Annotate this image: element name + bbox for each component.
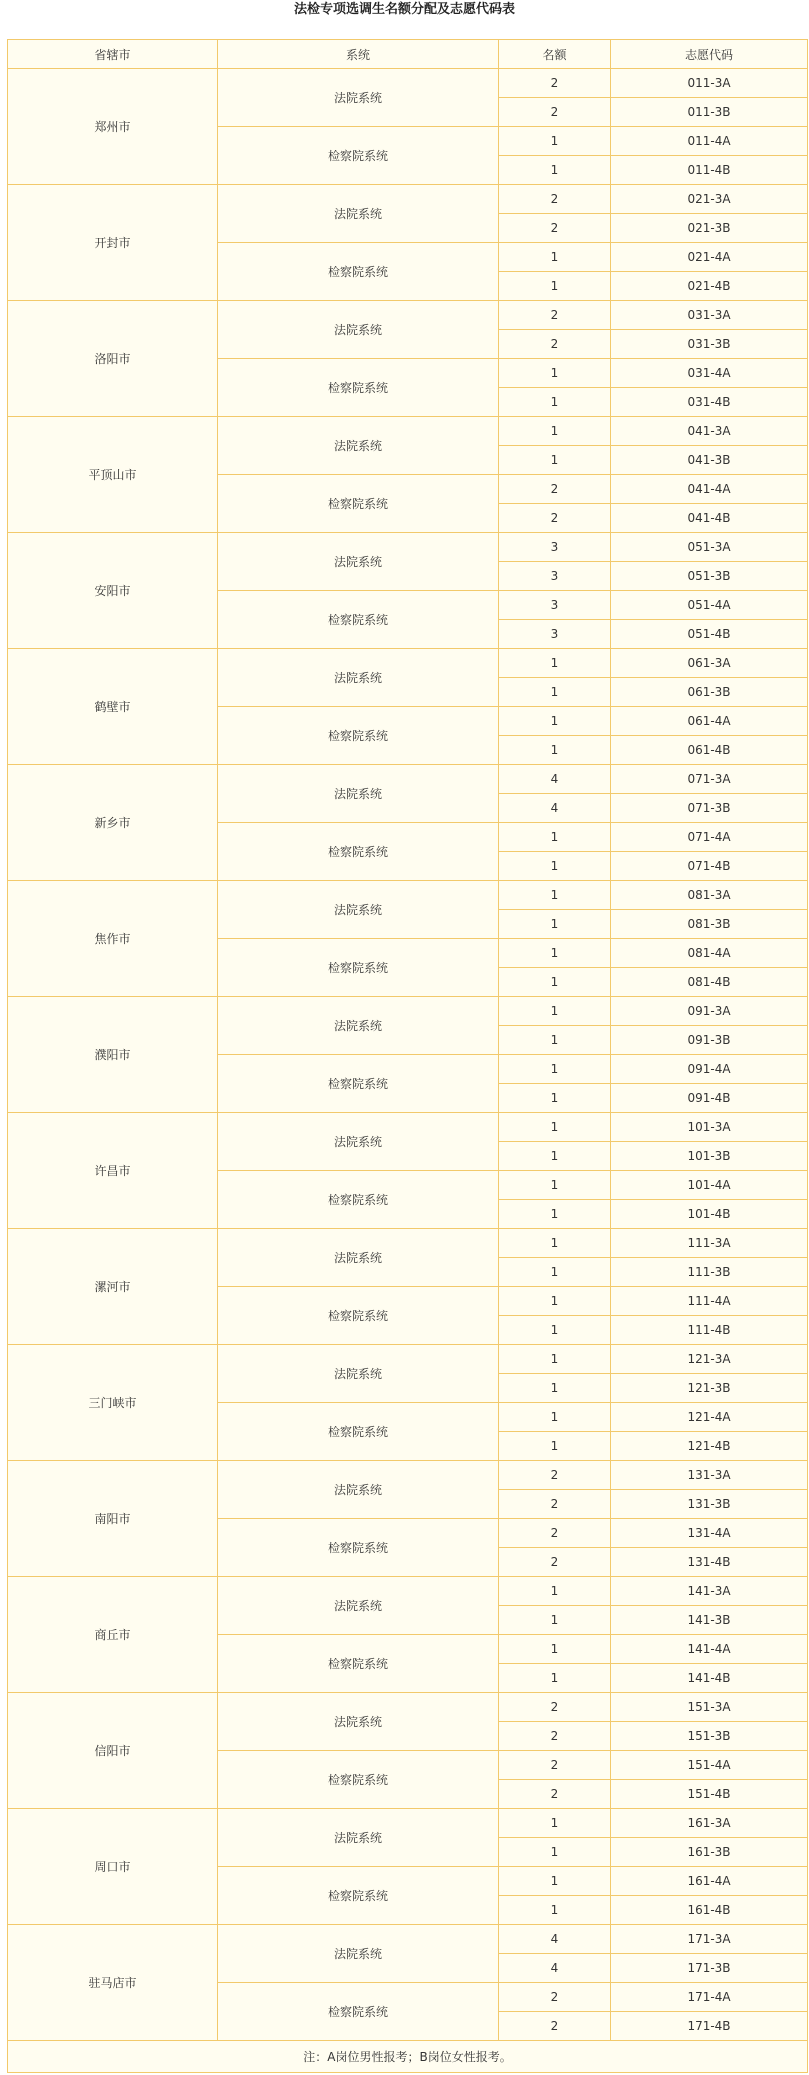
system-cell: 法院系统 (218, 1577, 499, 1635)
quota-cell: 1 (499, 1635, 611, 1664)
table-footer (8, 2041, 808, 2073)
system-cell: 检察院系统 (218, 939, 499, 997)
system-cell: 检察院系统 (218, 1751, 499, 1809)
code-cell: 101-3A (611, 1113, 808, 1142)
table-row (8, 1229, 808, 1258)
code-cell: 051-3B (611, 562, 808, 591)
system-cell: 检察院系统 (218, 823, 499, 881)
quota-cell: 1 (499, 852, 611, 881)
code-cell: 081-3A (611, 881, 808, 910)
quota-cell: 1 (499, 1374, 611, 1403)
code-cell: 121-3A (611, 1345, 808, 1374)
code-cell: 111-4A (611, 1287, 808, 1316)
system-cell: 检察院系统 (218, 707, 499, 765)
code-cell: 141-4B (611, 1664, 808, 1693)
code-cell: 111-3A (611, 1229, 808, 1258)
code-cell: 171-4B (611, 2012, 808, 2041)
city-cell: 新乡市 (8, 765, 218, 881)
quota-cell: 2 (499, 1519, 611, 1548)
system-cell: 检察院系统 (218, 1287, 499, 1345)
system-cell: 法院系统 (218, 649, 499, 707)
quota-cell: 2 (499, 98, 611, 127)
code-cell: 061-4B (611, 736, 808, 765)
code-cell: 141-4A (611, 1635, 808, 1664)
code-cell: 021-4B (611, 272, 808, 301)
table-row (8, 649, 808, 678)
quota-cell: 1 (499, 1055, 611, 1084)
quota-cell: 1 (499, 1432, 611, 1461)
table-row (8, 69, 808, 98)
quota-cell: 4 (499, 794, 611, 823)
code-cell: 071-4A (611, 823, 808, 852)
code-cell: 061-3A (611, 649, 808, 678)
city-cell: 开封市 (8, 185, 218, 301)
system-cell: 检察院系统 (218, 475, 499, 533)
table-body (8, 69, 808, 2041)
quota-cell: 1 (499, 1287, 611, 1316)
city-cell: 鹤壁市 (8, 649, 218, 765)
system-cell: 法院系统 (218, 69, 499, 127)
quota-cell: 2 (499, 475, 611, 504)
quota-cell: 2 (499, 2012, 611, 2041)
code-cell: 081-4B (611, 968, 808, 997)
quota-cell: 1 (499, 968, 611, 997)
quota-cell: 1 (499, 243, 611, 272)
quota-cell: 1 (499, 156, 611, 185)
code-cell: 041-3B (611, 446, 808, 475)
code-cell: 151-4B (611, 1780, 808, 1809)
quota-cell: 2 (499, 1461, 611, 1490)
code-cell: 081-4A (611, 939, 808, 968)
note-row (8, 2041, 808, 2073)
system-cell: 检察院系统 (218, 243, 499, 301)
code-cell: 031-3B (611, 330, 808, 359)
quota-cell: 1 (499, 272, 611, 301)
table-row (8, 1461, 808, 1490)
code-cell: 101-4A (611, 1171, 808, 1200)
code-cell: 091-4A (611, 1055, 808, 1084)
quota-cell: 1 (499, 881, 611, 910)
quota-cell: 1 (499, 649, 611, 678)
table-row (8, 185, 808, 214)
code-cell: 131-4B (611, 1548, 808, 1577)
quota-cell: 1 (499, 1896, 611, 1925)
code-cell: 031-3A (611, 301, 808, 330)
quota-cell: 1 (499, 1345, 611, 1374)
code-cell: 101-3B (611, 1142, 808, 1171)
code-cell: 131-3A (611, 1461, 808, 1490)
quota-cell: 1 (499, 388, 611, 417)
code-cell: 011-4A (611, 127, 808, 156)
system-cell: 检察院系统 (218, 127, 499, 185)
code-cell: 021-3A (611, 185, 808, 214)
code-cell: 091-3A (611, 997, 808, 1026)
code-cell: 081-3B (611, 910, 808, 939)
system-cell: 法院系统 (218, 1113, 499, 1171)
quota-cell: 1 (499, 1664, 611, 1693)
code-cell: 141-3A (611, 1577, 808, 1606)
header-row (8, 40, 808, 69)
quota-cell: 2 (499, 1983, 611, 2012)
code-cell: 171-3B (611, 1954, 808, 1983)
system-cell: 法院系统 (218, 533, 499, 591)
quota-cell: 1 (499, 736, 611, 765)
system-cell: 检察院系统 (218, 1519, 499, 1577)
quota-cell: 2 (499, 214, 611, 243)
quota-cell: 1 (499, 939, 611, 968)
code-cell: 011-3A (611, 69, 808, 98)
city-cell: 周口市 (8, 1809, 218, 1925)
code-cell: 111-3B (611, 1258, 808, 1287)
quota-cell: 2 (499, 1490, 611, 1519)
quota-cell: 1 (499, 1229, 611, 1258)
quota-cell: 2 (499, 1693, 611, 1722)
table-row (8, 1113, 808, 1142)
quota-cell: 2 (499, 1751, 611, 1780)
page-title: 法检专项选调生名额分配及志愿代码表 (293, 2, 515, 17)
quota-cell: 1 (499, 1838, 611, 1867)
code-cell: 021-3B (611, 214, 808, 243)
code-cell: 061-3B (611, 678, 808, 707)
system-cell: 法院系统 (218, 1461, 499, 1519)
system-cell: 法院系统 (218, 417, 499, 475)
code-cell: 091-3B (611, 1026, 808, 1055)
code-cell: 121-4A (611, 1403, 808, 1432)
code-cell: 051-4A (611, 591, 808, 620)
code-cell: 141-3B (611, 1606, 808, 1635)
quota-cell: 1 (499, 910, 611, 939)
quota-cell: 2 (499, 301, 611, 330)
header-city: 省辖市 (8, 40, 218, 69)
header-quota: 名额 (499, 40, 611, 69)
quota-cell: 1 (499, 1809, 611, 1838)
quota-cell: 2 (499, 330, 611, 359)
table-row (8, 765, 808, 794)
table-row (8, 1693, 808, 1722)
system-cell: 检察院系统 (218, 1171, 499, 1229)
code-cell: 171-4A (611, 1983, 808, 2012)
quota-cell: 1 (499, 1084, 611, 1113)
city-cell: 许昌市 (8, 1113, 218, 1229)
quota-cell: 1 (499, 707, 611, 736)
quota-cell: 3 (499, 591, 611, 620)
code-cell: 011-4B (611, 156, 808, 185)
code-cell: 151-3A (611, 1693, 808, 1722)
table-row (8, 1809, 808, 1838)
code-cell: 161-3A (611, 1809, 808, 1838)
city-cell: 平顶山市 (8, 417, 218, 533)
table-row (8, 417, 808, 446)
code-cell: 121-3B (611, 1374, 808, 1403)
city-cell: 郑州市 (8, 69, 218, 185)
table-row (8, 1577, 808, 1606)
quota-cell: 1 (499, 997, 611, 1026)
quota-cell: 1 (499, 446, 611, 475)
code-cell: 011-3B (611, 98, 808, 127)
quota-cell: 4 (499, 1925, 611, 1954)
quota-cell: 1 (499, 1403, 611, 1432)
city-cell: 商丘市 (8, 1577, 218, 1693)
code-cell: 091-4B (611, 1084, 808, 1113)
system-cell: 检察院系统 (218, 1635, 499, 1693)
header-code: 志愿代码 (611, 40, 808, 69)
quota-cell: 1 (499, 1113, 611, 1142)
quota-cell: 1 (499, 1316, 611, 1345)
system-cell: 法院系统 (218, 301, 499, 359)
quota-cell: 1 (499, 1867, 611, 1896)
system-cell: 检察院系统 (218, 359, 499, 417)
code-cell: 161-4B (611, 1896, 808, 1925)
quota-cell: 1 (499, 678, 611, 707)
code-cell: 161-4A (611, 1867, 808, 1896)
code-cell: 151-3B (611, 1722, 808, 1751)
quota-cell: 4 (499, 1954, 611, 1983)
code-cell: 041-4B (611, 504, 808, 533)
table-row (8, 881, 808, 910)
header-system: 系统 (218, 40, 499, 69)
city-cell: 信阳市 (8, 1693, 218, 1809)
code-cell: 071-3B (611, 794, 808, 823)
quota-cell: 1 (499, 1171, 611, 1200)
code-cell: 151-4A (611, 1751, 808, 1780)
system-cell: 法院系统 (218, 1925, 499, 1983)
code-cell: 161-3B (611, 1838, 808, 1867)
system-cell: 法院系统 (218, 765, 499, 823)
system-cell: 法院系统 (218, 185, 499, 243)
city-cell: 濮阳市 (8, 997, 218, 1113)
system-cell: 法院系统 (218, 1809, 499, 1867)
quota-table (7, 39, 808, 2073)
code-cell: 041-4A (611, 475, 808, 504)
quota-cell: 1 (499, 823, 611, 852)
system-cell: 检察院系统 (218, 1867, 499, 1925)
quota-cell: 3 (499, 562, 611, 591)
system-cell: 法院系统 (218, 1229, 499, 1287)
table-row (8, 1345, 808, 1374)
code-cell: 041-3A (611, 417, 808, 446)
quota-cell: 1 (499, 1258, 611, 1287)
note-text: 注：A岗位男性报考；B岗位女性报考。 (8, 2041, 808, 2073)
code-cell: 121-4B (611, 1432, 808, 1461)
code-cell: 021-4A (611, 243, 808, 272)
code-cell: 031-4B (611, 388, 808, 417)
city-cell: 焦作市 (8, 881, 218, 997)
table-row (8, 997, 808, 1026)
system-cell: 法院系统 (218, 997, 499, 1055)
quota-cell: 2 (499, 1722, 611, 1751)
system-cell: 法院系统 (218, 1693, 499, 1751)
quota-cell: 1 (499, 417, 611, 446)
code-cell: 131-4A (611, 1519, 808, 1548)
code-cell: 061-4A (611, 707, 808, 736)
code-cell: 101-4B (611, 1200, 808, 1229)
code-cell: 131-3B (611, 1490, 808, 1519)
code-cell: 171-3A (611, 1925, 808, 1954)
quota-cell: 4 (499, 765, 611, 794)
code-cell: 031-4A (611, 359, 808, 388)
city-cell: 三门峡市 (8, 1345, 218, 1461)
system-cell: 检察院系统 (218, 1055, 499, 1113)
quota-cell: 2 (499, 185, 611, 214)
quota-cell: 2 (499, 1780, 611, 1809)
quota-cell: 2 (499, 69, 611, 98)
code-cell: 111-4B (611, 1316, 808, 1345)
quota-cell: 1 (499, 1026, 611, 1055)
table-row (8, 1925, 808, 1954)
system-cell: 检察院系统 (218, 1403, 499, 1461)
table-row (8, 533, 808, 562)
quota-cell: 2 (499, 1548, 611, 1577)
system-cell: 检察院系统 (218, 1983, 499, 2041)
system-cell: 检察院系统 (218, 591, 499, 649)
quota-cell: 1 (499, 1142, 611, 1171)
system-cell: 法院系统 (218, 1345, 499, 1403)
quota-cell: 1 (499, 1200, 611, 1229)
city-cell: 洛阳市 (8, 301, 218, 417)
quota-cell: 1 (499, 1577, 611, 1606)
quota-cell: 3 (499, 620, 611, 649)
code-cell: 051-4B (611, 620, 808, 649)
quota-cell: 1 (499, 1606, 611, 1635)
code-cell: 071-3A (611, 765, 808, 794)
city-cell: 漯河市 (8, 1229, 218, 1345)
quota-cell: 3 (499, 533, 611, 562)
code-cell: 051-3A (611, 533, 808, 562)
table-row (8, 301, 808, 330)
code-cell: 071-4B (611, 852, 808, 881)
table-header (8, 40, 808, 69)
city-cell: 南阳市 (8, 1461, 218, 1577)
quota-cell: 1 (499, 359, 611, 388)
system-cell: 法院系统 (218, 881, 499, 939)
quota-cell: 1 (499, 127, 611, 156)
quota-cell: 2 (499, 504, 611, 533)
city-cell: 安阳市 (8, 533, 218, 649)
city-cell: 驻马店市 (8, 1925, 218, 2041)
